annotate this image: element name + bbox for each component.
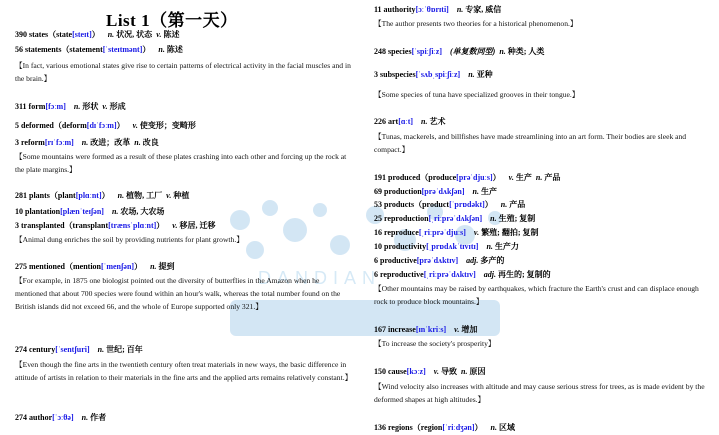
- definition: 状况, 状态: [116, 30, 153, 39]
- part-of-speech: n.: [456, 5, 464, 14]
- headword: 5 deformed: [15, 121, 54, 130]
- example-sentence: 【Even though the fine arts in the twentieth century often treat materials in new ways, the basic difference in attitude of artists in relation to their materials in the fine arts and the applied arts remains relatively constant.】: [15, 360, 353, 382]
- headword-entry: [374, 46, 544, 57]
- base-form: （region: [412, 423, 443, 432]
- headword: 3 transplanted: [15, 221, 65, 230]
- headword: 281 plants: [15, 191, 50, 200]
- phonetic: [prəˈdʌktɪv]: [416, 256, 459, 265]
- part-of-speech: n.: [81, 413, 89, 422]
- phonetic: [ˌriːprəˈdʌkʃən]: [428, 214, 483, 223]
- part-of-speech: n.: [111, 207, 119, 216]
- example-sentence: 【Wind velocity also increases with altitude and may cause serious stress for trees, as is made evident by the deformed shapes at high altitudes.】: [374, 382, 705, 404]
- headword-entry: [374, 227, 539, 238]
- phonetic: [ˈsentʃuri]: [55, 345, 90, 354]
- base-form: （plant: [49, 191, 76, 200]
- example-sentence: 【Animal dung enriches the soil by providing nutrients for plant growth.】: [15, 235, 244, 244]
- definition: 生产: [480, 187, 497, 196]
- headword-entry: [15, 190, 189, 201]
- base-form-close: ）: [142, 45, 151, 54]
- headword-entry: [374, 69, 493, 80]
- definition: 繁殖; 翻拍; 复制: [481, 228, 539, 237]
- headword: 6 productive: [374, 256, 417, 265]
- part-of-speech: v.: [156, 30, 162, 39]
- part-of-speech: n.: [500, 200, 508, 209]
- part-of-speech: v.: [172, 221, 178, 230]
- headword-entry: [374, 269, 551, 280]
- definition: 产品: [509, 200, 526, 209]
- headword: 274 century: [15, 345, 56, 354]
- headword-entry: [374, 241, 519, 252]
- part-of-speech: n.: [490, 214, 497, 223]
- part-of-speech: n.: [461, 367, 468, 376]
- example-sentence: 【Tunas, mackerels, and billfishes have made streamlining into an art form. Their bodies are sleek and compact.】: [374, 132, 687, 154]
- part-of-speech: n.: [81, 138, 89, 147]
- definition: 陈述: [166, 45, 183, 54]
- phonetic: [ɑːt]: [398, 117, 414, 126]
- part-of-speech: n.: [117, 191, 125, 200]
- example-sentence: 【The author presents two theories for a historical phenomenon.】: [374, 19, 578, 28]
- definition: 多产的: [480, 256, 505, 265]
- part-of-speech: v.: [508, 173, 514, 182]
- part-of-speech: n.: [486, 242, 493, 251]
- phonetic: [kɔːz]: [406, 367, 426, 376]
- phonetic: [rɪˈfɔːm]: [44, 138, 74, 147]
- phonetic: [ˈspiːʃiːz]: [411, 47, 442, 56]
- headword: 226 art: [374, 117, 399, 126]
- definition: 生产力: [494, 242, 519, 251]
- headword: 390 states: [15, 30, 49, 39]
- headword-entry: [15, 44, 183, 55]
- headword-entry: [374, 366, 486, 377]
- headword: 311 form: [15, 102, 46, 111]
- base-form-close: ）: [474, 423, 483, 432]
- headword-entry: [374, 172, 560, 183]
- headword: 3 subspecies: [374, 70, 416, 79]
- headword-entry: [15, 137, 159, 148]
- base-form-close: ）: [484, 200, 493, 209]
- headword-entry: [15, 220, 216, 231]
- headword: 275 mentioned: [15, 262, 65, 271]
- base-form: （produce: [420, 173, 457, 182]
- headword-entry: [15, 101, 126, 112]
- part-of-speech: n.: [150, 262, 157, 271]
- definition: 亚种: [476, 70, 493, 79]
- definition: 移居, 迁移: [179, 221, 216, 230]
- phonetic: [prəˈdʌkʃən]: [421, 187, 465, 196]
- part-of-speech: (单复数同型): [449, 47, 496, 56]
- headword-entry: [374, 255, 504, 266]
- part-of-speech: n.: [490, 423, 497, 432]
- headword: 150 cause: [374, 367, 407, 376]
- definition: 生殖; 复制: [498, 214, 536, 223]
- definition: 改良: [142, 138, 159, 147]
- definition: 区域: [498, 423, 515, 432]
- phonetic: [plɑːnt]: [75, 191, 102, 200]
- base-form-close: ）: [116, 121, 125, 130]
- part-of-speech: n.: [499, 47, 506, 56]
- phonetic: [fɔːm]: [45, 102, 66, 111]
- headword-entry: [374, 422, 515, 433]
- definition: 产品: [544, 173, 561, 182]
- base-form: （deform: [53, 121, 87, 130]
- part-of-speech: v.: [433, 367, 440, 376]
- base-form-close: ）: [492, 173, 501, 182]
- headword: 6 reproductive: [374, 270, 424, 279]
- phonetic: [ˈsʌbˌspiːʃiːz]: [415, 70, 461, 79]
- headword: 10 productivity: [374, 242, 427, 251]
- phonetic: [ˌriːprəˈdjuːs]: [418, 228, 466, 237]
- headword: 274 author: [15, 413, 53, 422]
- part-of-speech: n.: [421, 117, 428, 126]
- headword-entry: [374, 199, 525, 210]
- part-of-speech: n.: [97, 345, 105, 354]
- headword: 69 production: [374, 187, 422, 196]
- headword-entry: [374, 4, 501, 15]
- phonetic: [ɔːˈθɒrɪti]: [415, 5, 449, 14]
- part-of-speech: n.: [134, 138, 141, 147]
- definition: 改进；改革: [90, 138, 131, 147]
- phonetic: [ˌriːprəˈdʌktɪv]: [423, 270, 476, 279]
- definition: 原因: [469, 367, 486, 376]
- phonetic: [ˈɔːθə]: [52, 413, 74, 422]
- phonetic: [plænˈteɪʃən]: [60, 207, 104, 216]
- part-of-speech: n.: [472, 187, 479, 196]
- phonetic: [prəˈdjuːs]: [456, 173, 493, 182]
- base-form: （mention: [65, 262, 101, 271]
- definition: 农场, 大农场: [120, 207, 165, 216]
- headword: 167 increase: [374, 325, 416, 334]
- base-form-close: ）: [101, 191, 110, 200]
- definition: 种植: [173, 191, 190, 200]
- definition: 陈述: [163, 30, 180, 39]
- headword-entry: [15, 206, 164, 217]
- base-form-close: ）: [134, 262, 143, 271]
- definition: 生产: [515, 173, 532, 182]
- headword: 53 products: [374, 200, 415, 209]
- phonetic: [ˈriːdʒən]: [442, 423, 475, 432]
- part-of-speech: v.: [166, 191, 172, 200]
- part-of-speech: adj.: [466, 256, 479, 265]
- definition: 增加: [461, 325, 478, 334]
- definition: 世纪; 百年: [106, 345, 143, 354]
- part-of-speech: v.: [132, 121, 138, 130]
- base-form: （product: [414, 200, 450, 209]
- part-of-speech: adj.: [483, 270, 497, 279]
- headword-entry: [15, 412, 106, 423]
- part-of-speech: n.: [158, 45, 165, 54]
- example-sentence: 【In fact, various emotional states give rise to certain patterns of electrical activity in the facial muscles and in the brain.】: [15, 61, 351, 83]
- base-form: （state: [48, 30, 73, 39]
- part-of-speech: n.: [107, 30, 115, 39]
- watermark-text: DANDIAN: [258, 268, 382, 288]
- phonetic: [ˈprɒdəkt]: [449, 200, 485, 209]
- definition: 作者: [90, 413, 107, 422]
- definition: 导致: [441, 367, 458, 376]
- phonetic: [ˈsteɪtmənt]: [102, 45, 143, 54]
- headword-entry: [374, 213, 535, 224]
- part-of-speech: v.: [473, 228, 480, 237]
- headword: 25 reproduction: [374, 214, 429, 223]
- definition: 形成: [109, 102, 126, 111]
- headword: 10 plantation: [15, 207, 61, 216]
- headword: 191 produced: [374, 173, 421, 182]
- headword-entry: [15, 261, 175, 272]
- definition: 艺术: [429, 117, 446, 126]
- definition: 使变形；变畸形: [139, 121, 196, 130]
- part-of-speech: n.: [468, 70, 475, 79]
- phonetic: [dɪˈfɔːm]: [86, 121, 117, 130]
- headword-entry: [15, 120, 196, 131]
- part-of-speech: v.: [454, 325, 460, 334]
- base-form-close: ）: [91, 30, 100, 39]
- base-form: （statement: [61, 45, 103, 54]
- phonetic: [steɪt]: [72, 30, 92, 39]
- headword-entry: [15, 344, 143, 355]
- headword: 136 regions: [374, 423, 413, 432]
- phonetic: [ɪnˈkriːs]: [415, 325, 447, 334]
- definition: 提到: [158, 262, 175, 271]
- definition: 形状: [82, 102, 99, 111]
- page-title: List 1（第一天）: [106, 11, 238, 30]
- example-sentence: 【For example, in 1875 one biologist pointed out the diversity of butterflies in the Amazon when he mentioned that about 700 species were found within an hour's walk, whereas the total number found on the British islands did not exceed 66, and the whole of Europe supported only 321.】: [15, 276, 341, 311]
- headword-entry: [374, 186, 497, 197]
- part-of-speech: v.: [102, 102, 108, 111]
- headword: 56 statements: [15, 45, 62, 54]
- example-sentence: 【To increase the society's prosperity】: [374, 339, 496, 348]
- headword: 248 species: [374, 47, 412, 56]
- part-of-speech: n.: [73, 102, 81, 111]
- definition: 专家, 威信: [465, 5, 502, 14]
- headword-entry: [374, 324, 477, 335]
- base-form: （transplant: [64, 221, 109, 230]
- part-of-speech: n.: [535, 173, 543, 182]
- base-form-close: ）: [156, 221, 165, 230]
- definition: 种类; 人类: [507, 47, 545, 56]
- example-sentence: 【Some species of tuna have specialized grooves in their tongue.】: [374, 90, 580, 99]
- phonetic: [ˈmenʃən]: [101, 262, 135, 271]
- example-sentence: 【Other mountains may be raised by earthquakes, which fracture the Earth's crust and can displace enough rock to produce block mountains.】: [374, 284, 699, 306]
- definition: 再生的; 复制的: [498, 270, 551, 279]
- example-sentence: 【Some mountains were formed as a result of these plates crashing into each other and forcing up the rock at the plate margins.】: [15, 152, 347, 174]
- phonetic: [trænsˈplɑːnt]: [108, 221, 157, 230]
- headword: 3 reform: [15, 138, 45, 147]
- definition: 植物, 工厂: [126, 191, 163, 200]
- headword: 16 reproduce: [374, 228, 419, 237]
- headword-entry: [15, 29, 179, 40]
- phonetic: [ˌprɒdʌkˈtɪvɪtɪ]: [426, 242, 479, 251]
- headword: 11 authority: [374, 5, 416, 14]
- headword-entry: [374, 116, 445, 127]
